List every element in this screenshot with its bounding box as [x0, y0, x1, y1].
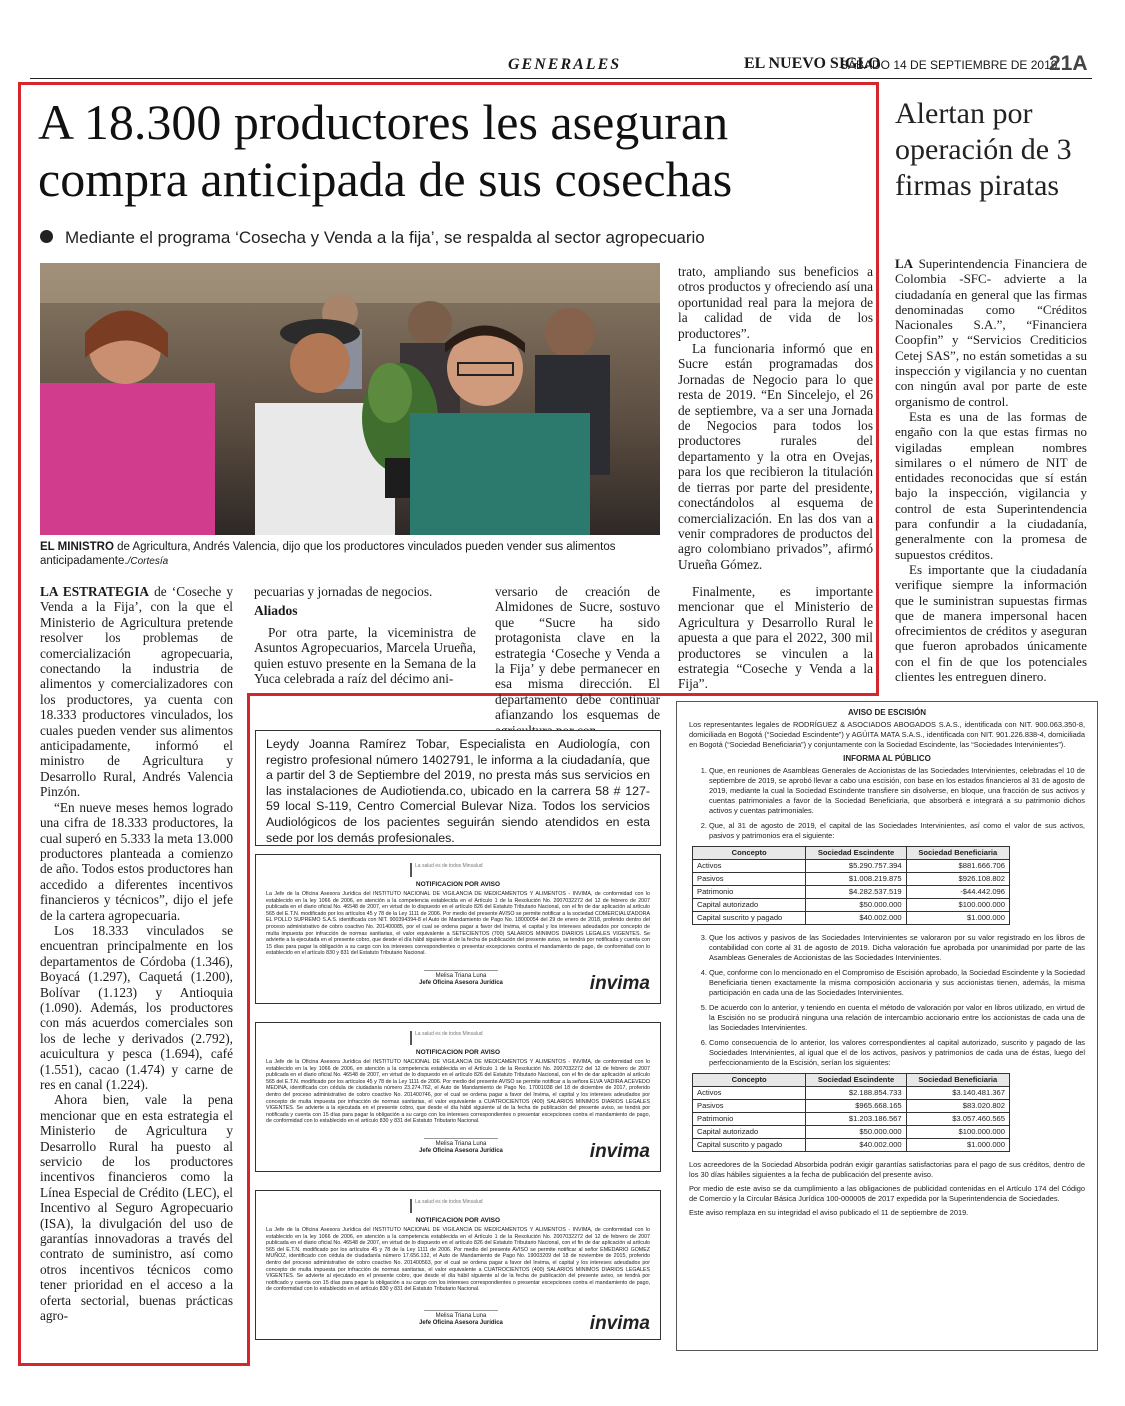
- paragraph: [895, 256, 1087, 409]
- escision-notice: [676, 701, 1098, 1351]
- section-label: GENERALES: [508, 56, 622, 73]
- table-cell: $881.666.706: [906, 860, 1009, 873]
- balance-table-after: [692, 1073, 1010, 1152]
- minsalud-seal: La salud es de todos Minsalud: [410, 1199, 506, 1213]
- table-cell: $1.008.219.875: [806, 873, 906, 886]
- table-cell: Capital suscrito y pagado: [693, 912, 806, 925]
- signer-name: Melisa Triana Luna: [435, 973, 487, 979]
- table-cell: $2.188.854.733: [806, 1087, 906, 1100]
- table-cell: $50.000.000: [806, 1126, 906, 1139]
- table-cell: -$44.442.096: [906, 886, 1009, 899]
- table-cell: Activos: [693, 860, 806, 873]
- table-row: [693, 873, 1010, 886]
- signer-role: Jefe Oficina Asesora Jurídica: [419, 1320, 503, 1326]
- notice-title: NOTIFICACION POR AVISO: [415, 881, 501, 888]
- minsalud-seal: La salud es de todos Minsalud: [410, 863, 506, 877]
- table-row: [693, 899, 1010, 912]
- table-row: [693, 1126, 1010, 1139]
- table-cell: Capital suscrito y pagado: [693, 1139, 806, 1152]
- escision-closing: Por medio de este aviso se da cumplimiento a las obligaciones de publicidad contenidas en el Artículo 174 del Código de Comercio y la Circular Básica Jurídica 100-000005 de 2017 expedida por la Superintendencia de Sociedades.: [689, 1184, 1085, 1203]
- table-row: [693, 1139, 1010, 1152]
- page-number: 21A: [1049, 52, 1088, 75]
- signer-name: Melisa Triana Luna: [435, 1313, 487, 1319]
- escision-list: [689, 766, 1085, 841]
- invima-logo: invima: [589, 973, 650, 994]
- subhead-text: Mediante el programa ‘Cosecha y Venda a la fija’, se respalda al sector agropecuario: [65, 228, 705, 247]
- escision-subtitle: INFORMA AL PÚBLICO: [843, 754, 931, 763]
- paragraph: Esta es una de las formas de engaño con la que estas firmas no vigiladas emplean nombres similares o el número de NIT de entidades reconocidas que sí están bajo la inspección, vigilancia y control de esta Superintendencia para confundir a la ciudadanía, generalmente con la promesa de supuestos créditos.: [895, 408, 1087, 562]
- table-header: Sociedad Beneficiaria: [906, 847, 1009, 860]
- bullet-icon: [40, 230, 53, 243]
- table-cell: $965.668.165: [806, 1100, 906, 1113]
- escision-list: [689, 933, 1085, 1068]
- invima-logo: invima: [589, 1141, 650, 1162]
- paragraph: La funcionaria informó que en Sucre están programadas dos Jornadas de Negocio para lo que resta de 2019. “En Sincelejo, el 26 de septiembre, va a ser una Jornada de Negocios para todos los productores rurales del departamento y la otra en Ovejas, para los que recibieron la titulación de tierras por parte del presidente, conectándolos al esquema de comercialización. En las dos van a venir compradores de productos del agro colombiano privados”, afirmó Urueña Gómez.: [678, 341, 873, 572]
- escision-closing: Este aviso remplaza en su integridad el aviso publicado el 11 de septiembre de 2019.: [689, 1208, 969, 1217]
- signer-name: Melisa Triana Luna: [435, 1141, 487, 1147]
- escision-intro: Los representantes legales de RODRÍGUEZ & ASOCIADOS ABOGADOS S.A.S., identificada con NIT. 900.063.350-8, domiciliada en Bogotá (“Sociedad Escindente”) y AGÜITA MATA S.A.S., identificada con NIT. 901.226.838-4, domiciliada en Bogotá (“Sociedad Beneficiaria”) y conjuntamente con la Sociedad Escindente, las “Sociedades Intervinientes”).: [689, 720, 1085, 749]
- table-cell: $1.000.000: [906, 1139, 1009, 1152]
- list-item: 4. Que, conforme con lo mencionado en el Compromiso de Escisión aprobado, la Sociedad Escindente y la Sociedad Beneficiaria tienen exactamente la misma composición accionaria y sus accionistas tienen, además, la misma participación en cada una de las Sociedades Intervinientes.: [709, 968, 1085, 998]
- invima-notice: [255, 1022, 661, 1172]
- table-cell: $100.000.000: [906, 899, 1009, 912]
- table-cell: $83.020.802: [906, 1100, 1009, 1113]
- signature-mark: [424, 1299, 498, 1311]
- signature-block: [406, 1127, 516, 1155]
- photo-illustration: [40, 263, 660, 535]
- paragraph: pecuarias y jornadas de negocios.: [254, 584, 433, 599]
- table-cell: $1.000.000: [906, 912, 1009, 925]
- minsalud-seal: La salud es de todos Minsalud: [410, 1031, 506, 1045]
- notice-body: La Jefe de la Oficina Asesora Jurídica del INSTITUTO NACIONAL DE VIGILANCIA DE MEDICAMENTOS Y ALIMENTOS - INVIMA, de conformidad con lo establecido en la ley 1066 de 2006, en atención a la competencia establecida en el Artículo 1 de la Resolución No. 2007032272 del 12 de febrero de 2007 publicada en el diario oficial No. 46548 de 2007, en virtud de lo dispuesto en el artículo 826 del Estatuto Tributario Nacional, con el fin de dar aplicación al artículo 565 del E.T.N. modificado por los artículos 45 y 78 de la Ley 1111 de 2006. Por medio del presente AVISO se permite notificar a la señora ELVA VADIRA ACEVEDO MEDINA, identificada con cédula de ciudadanía número 23.274.762, el Auto de Mandamiento de Pago No. 17001038 del 18 de diciembre de 2017, proferido dentro del proceso administrativo de cobro coactivo No. 201400746, por el cual se ordena pagar a favor del Invima, el capital y los intereses adeudados por concepto de multa impuesta por infracción de normas sanitarias, el valor equivalente a CUATROCIENTOS (400) SALARIOS MINIMOS DIARIOS LEGALES VIGENTES. Se advierte a la ejecutada en el presente cobro, que desde el día hábil siguiente al de la fecha de publicación del presente aviso, se tendrá por notificada y cuenta con 15 días para pagar la obligación a su cargo con los intereses correspondientes o presentar excepciones contra el mandamiento de pago, de conformidad con lo establecido en el artículo 830 y 831 del Estatuto Tributario Nacional.: [266, 1059, 650, 1125]
- paragraph: Finalmente, es importante mencionar que el Ministerio de Agricultura y Desarrollo Rural le apuesta a que para el 2022, 300 mil productores se vinculen a la estrategia “Coseche y Venda a la Fija”.: [678, 584, 873, 692]
- paragraph: Por otra parte, la viceministra de Asuntos Agropecuarios, Marcela Urueña, quien estuvo presente en la Semana de la Yuca celebrada a raíz del décimo ani-: [254, 624, 476, 687]
- table-header: Concepto: [693, 1074, 806, 1087]
- newspaper-name: EL NUEVO SIGLO: [744, 55, 881, 72]
- side-story-body: [895, 256, 1087, 684]
- table-row: [693, 886, 1010, 899]
- list-item: 1. Que, en reuniones de Asambleas Generales de Accionistas de las Sociedades Intervinientes, celebradas el 10 de septiembre de 2019, se aprobó llevar a cabo una escisión, con base en los estados financieros al 31 de agosto de 2019, mediante la cual la Sociedad Escindente transfiere sin disolverse, en bloque, una fracción de sus activos y cuentas patrimoniales a favor de la Sociedad Beneficiaria, que absorberá e integrará a su patrimonio dichos activos y cuentas patrimoniales.: [709, 766, 1085, 816]
- caption-credit: /Cortesía: [127, 556, 169, 567]
- issue-date: SÁBADO 14 DE SEPTIEMBRE DE 2019: [840, 58, 1058, 72]
- invima-logo: invima: [589, 1313, 650, 1334]
- table-cell: $1.203.186.567: [806, 1113, 906, 1126]
- notice-title: NOTIFICACION POR AVISO: [415, 1217, 501, 1224]
- column-right-top: [678, 264, 873, 572]
- table-row: [693, 860, 1010, 873]
- paragraph-text: de ‘Coseche y Venda a la Fija’, con la que el Ministerio de Agricultura pretende resolver los problemas de comercialización agropecuaria, conectando la industria de alimentos y comercializadores con los productores, ya cuenta con 18.333 productores vinculados, los cuales pueden vender sus alimentos anticipadamente, informó el ministro de Agricultura y Desarrollo Rural, Andrés Valencia Pinzón.: [40, 584, 233, 800]
- column-3: [495, 584, 660, 738]
- table-cell: Patrimonio: [693, 1113, 806, 1126]
- paragraph-text: Superintendencia Financiera de Colombia -SFC- advierte a la ciudadanía en general que las firmas denominadas como “Créditos Nacionales S.A.”, “Financiera Coopfin” y “Servicios Crediticios Cetej SAS”, no están sometidas a su inspección y vigilancia y no cuentan con ningún aval por parte de este organismo de control.: [895, 256, 1087, 409]
- caption-text: de Agricultura, Andrés Valencia, dijo que los productores vinculados pueden vender sus alimentos anticipadamente.: [40, 541, 616, 567]
- table-cell: Pasivos: [693, 873, 806, 886]
- lead-in: LA ESTRATEGIA: [40, 584, 150, 599]
- side-headline: Alertan por operación de 3 firmas piratas: [895, 97, 1072, 202]
- paragraph: Ahora bien, vale la pena mencionar que en esta estrategia el Ministerio de Agricultura y Desarrollo Rural ha puesto al servicio de los productores incentivos financieros como la Línea Especial de Crédito (LEC), el Incentivo al Seguro Agropecuario (ISA), la divulgación del uso de garantías innovadoras a través del contrato de suministro, así como otros incentivos técnicos como tener prioridad en el acceso a la oferta sectorial, buenas prácticas agro-: [40, 1092, 233, 1324]
- table-row: [693, 1100, 1010, 1113]
- table-cell: $50.000.000: [806, 899, 906, 912]
- table-cell: $40.002.000: [806, 912, 906, 925]
- signer-role: Jefe Oficina Asesora Jurídica: [419, 980, 503, 986]
- notice-body: La Jefe de la Oficina Asesora Jurídica del INSTITUTO NACIONAL DE VIGILANCIA DE MEDICAMENTOS Y ALIMENTOS - INVIMA, de conformidad con lo establecido en la ley 1066 de 2006, en atención a la competencia establecida en el Artículo 1 de la Resolución No. 2007032272 del 12 de febrero de 2007 publicada en el diario oficial No. 46548 de 2007, en virtud de lo dispuesto en el artículo 826 del Estatuto Tributario Nacional, con el fin de dar aplicación al artículo 565 del E.T.N. modificado por los artículos 45 y 78 de la Ley 1111 de 2006. Por medio del presente AVISO se permite notificar al señor EMEDARIO GOMEZ MUÑOZ, identificado con cédula de ciudadanía número 17.656.132, el Auto de Mandamiento de Pago No. 19003209 del 18 de noviembre de 2015, proferido dentro del proceso administrativo de cobro coactivo No. 201400563, por el cual se ordena pagar a favor del Invima, el capital y los intereses adeudados por concepto de multa impuesta por infracción de normas sanitarias, el valor equivalente a CUATROCIENTOS (400) SALARIOS MINIMOS DIARIOS LEGALES VIGENTES. Se advierte al ejecutado en el presente cobro, que desde el día hábil siguiente al de la fecha de publicación del presente aviso, se tendrá por notificado y cuenta con 15 días para pagar la obligación a su cargo con los intereses correspondientes o presentar excepciones contra el mandamiento de pago, de conformidad con lo establecido en el artículo 830 y 831 del Estatuto Tributario Nacional.: [266, 1227, 650, 1293]
- paragraph: trato, ampliando sus beneficios a otros productos y ofreciendo así una oportunidad real para la mejora de la calidad de vida de los productores”.: [678, 264, 873, 341]
- main-headline: A 18.300 productores les aseguran compra anticipada de sus cosechas: [38, 94, 733, 207]
- table-header: Concepto: [693, 847, 806, 860]
- table-cell: $100.000.000: [906, 1126, 1009, 1139]
- main-subhead: [40, 228, 705, 248]
- invima-notice: [255, 1190, 661, 1340]
- table-header: Sociedad Escindente: [806, 1074, 906, 1087]
- table-cell: Capital autorizado: [693, 1126, 806, 1139]
- list-item: 2. Que, al 31 de agosto de 2019, el capital de las Sociedades Intervinientes, así como el valor de sus activos, pasivos y patrimonios era el siguiente:: [709, 821, 1085, 841]
- table-cell: Pasivos: [693, 1100, 806, 1113]
- table-cell: $5.290.757.394: [806, 860, 906, 873]
- signature-mark: [424, 1127, 498, 1139]
- signature-mark: [424, 959, 498, 971]
- paragraph: versario de creación de Almidones de Sucre, sostuvo que “Sucre ha sido protagonista clave en la estrategia ‘Coseche y Venda a la Fija’ y debe permanecer en esa misma dirección. El departamento debe continuar afianzando los esquemas de: [495, 584, 660, 723]
- header-rule: [30, 78, 1092, 79]
- table-cell: Capital autorizado: [693, 899, 806, 912]
- table-cell: $4.282.537.519: [806, 886, 906, 899]
- list-item: 5. De acuerdo con lo anterior, y teniendo en cuenta el método de valoración por valor en libros utilizado, en virtud de la Escisión no se producirá ninguna una relación de intercambio accionario entre los accionistas de cada una de las Sociedades Intervinientes.: [709, 1003, 1085, 1033]
- subheading: Aliados: [254, 603, 298, 619]
- table-row: [693, 912, 1010, 925]
- table-cell: $926.108.802: [906, 873, 1009, 886]
- paragraph: Los 18.333 vinculados se encuentran principalmente en los departamentos de Córdoba (1.346), Boyacá (1.297), Caquetá (1.200), Bolívar (1.123) y Antioquia (1.090). Además, los productores con más acuerdos comerciales son los de leche y derivados (2.792), acuicultura y pesca (1.694), café (1.551), cacao (1.474) y carne de res en canal (1.224).: [40, 922, 233, 1092]
- caption-lead: EL MINISTRO: [40, 541, 114, 553]
- table-header: Sociedad Escindente: [806, 847, 906, 860]
- table-cell: $3.057.460.565: [906, 1113, 1009, 1126]
- signature-block: [406, 959, 516, 987]
- column-2: [254, 584, 476, 686]
- story-photo: [40, 263, 660, 535]
- audiology-notice: Leydy Joanna Ramírez Tobar, Especialista en Audiología, con registro profesional número 1402791, le informa a la ciudadanía, que a partir del 3 de Septiembre del 2019, no presta más sus servicios en las instalaciones de Audiotienda.co, ubicado en la carrera 58 # 127-59 local S-119, Centro Comercial Bulevar Niza. Todos los servicios Audiológicos de los pacientes seguirán siendo atendidos en esta sede por los demás profesionales.: [255, 730, 661, 846]
- paragraph: “En nueve meses hemos logrado una cifra de 18.333 productores, la cual superó en 5.333 la meta 13.000 productores planteada a comienzo de año. Todos estos productores han accedido a diferentes incentivos financieros y técnicos”, dijo el jefe de la cartera agropecuaria.: [40, 799, 233, 923]
- table-cell: Activos: [693, 1087, 806, 1100]
- list-item: 6. Como consecuencia de lo anterior, los valores correspondientes al capital autorizado, suscrito y pagado de las Sociedades Intervinientes, al igual que el de los activos, pasivos y patrimonios de cada una de éstas, luego del perfeccionamiento de la Escisión, serían los siguientes:: [709, 1038, 1085, 1068]
- table-header: Sociedad Beneficiaria: [906, 1074, 1009, 1087]
- column-1: [40, 584, 233, 1324]
- table-cell: Patrimonio: [693, 886, 806, 899]
- escision-title: AVISO DE ESCISIÓN: [847, 708, 927, 717]
- lead-in: LA: [895, 256, 914, 271]
- paragraph: Es importante que la ciudadanía verifique siempre la información que le suministran supuestas firmas que de manera impersonal hacen ofrecimientos de créditos y aseguran que fueron aprobados únicamente con el fin de que los potenciales clientes les entreguen dinero.: [895, 561, 1087, 685]
- notice-body: La Jefe de la Oficina Asesora Jurídica del INSTITUTO NACIONAL DE VIGILANCIA DE MEDICAMENTOS Y ALIMENTOS - INVIMA, de conformidad con lo establecido en la ley 1066 de 2006, en atención a la competencia establecida en el Artículo 1 de la Resolución No. 2007032272 del 12 de febrero de 2007 publicada en el diario oficial No. 46548 de 2007, en virtud de lo dispuesto en el artículo 826 del Estatuto Tributario Nacional, con el fin de dar aplicación al artículo 565 del E.T.N. modificado por los artículos 45 y 78 de la Ley 1111 de 2006. Por medio del presente AVISO se permite notificar a la sociedad COMERCIALIZADORA EL POLLO SUPREMO S.A.S. identificada con NIT. 900394394-8 el Auto de Mandamiento de Pago No. 18000054 del 29 de enero de 2018, proferido dentro del proceso administrativo de cobro coactivo No. 201400085, por el cual se ordena pagar a favor del Invima, el capital y los intereses adeudados por concepto de multa impuesta por infracción de normas sanitarias, el valor equivalente a SETECIENTOS (700) SALARIOS MINIMOS DIARIOS LEGALES VIGENTES. Se advierte a la ejecutada en el presente cobro, que desde el día hábil siguiente al de la fecha de publicación del presente aviso, se tendrá por notificada y cuenta con 15 días para pagar la obligación a su cargo con los intereses correspondientes o presentar excepciones contra el mandamiento de pago, de conformidad con lo establecido en el artículo 830 y 831 del Estatuto Tributario Nacional.: [266, 891, 650, 957]
- list-item: 3. Que los activos y pasivos de las Sociedades Intervinientes se valoraron por su valor registrado en los libros de contabilidad con corte al 31 de agosto de 2019. Dicha valoración fue aprobada por unanimidad por parte de las Asambleas Generales de Accionistas de las Sociedades Intervinientes.: [709, 933, 1085, 963]
- paragraph: [40, 584, 233, 800]
- table-row: [693, 1087, 1010, 1100]
- table-cell: $40.002.000: [806, 1139, 906, 1152]
- balance-table-before: [692, 846, 1010, 925]
- column-4: [678, 584, 873, 692]
- notice-title: NOTIFICACION POR AVISO: [415, 1049, 501, 1056]
- table-row: [693, 1113, 1010, 1126]
- signer-role: Jefe Oficina Asesora Jurídica: [419, 1148, 503, 1154]
- escision-closing: Los acreedores de la Sociedad Absorbida podrán exigir garantías satisfactorias para el pago de sus créditos, dentro de los 30 días hábiles siguientes a la fecha de publicación del presente aviso.: [689, 1160, 1085, 1179]
- invima-notice: [255, 854, 661, 1004]
- signature-block: [406, 1299, 516, 1327]
- photo-caption: [40, 540, 665, 569]
- table-cell: $3.140.481.367: [906, 1087, 1009, 1100]
